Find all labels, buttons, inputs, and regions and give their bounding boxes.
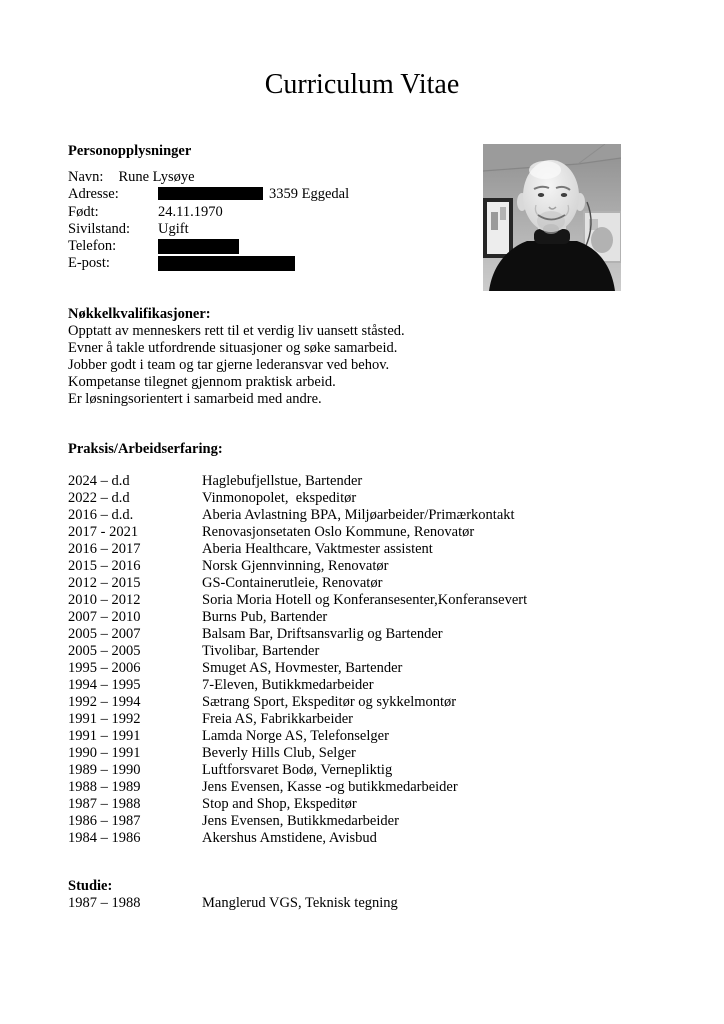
experience-description: Akershus Amstidene, Avisbud: [202, 830, 377, 846]
experience-period: 1984 – 1986: [68, 830, 141, 846]
field-label-address: Adresse:: [68, 186, 119, 203]
experience-description: Balsam Bar, Driftsansvarlig og Bartender: [202, 626, 443, 642]
experience-row: [68, 745, 527, 762]
experience-row: [68, 473, 527, 490]
experience-description: Jens Evensen, Kasse -og butikkmedarbeider: [202, 779, 458, 795]
experience-period: 2016 – 2017: [68, 541, 141, 557]
field-label-born: Født:: [68, 203, 99, 220]
photo-left-eye: [538, 193, 544, 197]
redaction-bar-phone: [158, 239, 239, 254]
experience-period: 2005 – 2005: [68, 643, 141, 659]
experience-row: [68, 507, 527, 524]
experience-period: 2010 – 2012: [68, 592, 141, 608]
experience-period: 2022 – d.d: [68, 490, 130, 506]
photo-right-eye: [561, 193, 567, 197]
experience-row: [68, 643, 527, 660]
personal-row-born: [68, 204, 349, 221]
field-value-address: 3359 Eggedal: [269, 186, 350, 203]
education-heading: Studie:: [68, 878, 113, 894]
photo-left-picture-frame: [485, 200, 511, 256]
qualifications-section: [68, 306, 405, 408]
qualification-line: Jobber godt i team og tar gjerne lederansvar ved behov.: [68, 357, 390, 373]
field-value-marital: Ugift: [158, 220, 189, 237]
experience-period: 2016 – d.d.: [68, 507, 134, 523]
experience-heading: Praksis/Arbeidserfaring:: [68, 441, 223, 457]
experience-row: [68, 813, 527, 830]
experience-description: Sætrang Sport, Ekspeditør og sykkelmontør: [202, 694, 457, 710]
experience-period: 1994 – 1995: [68, 677, 141, 693]
field-label-phone: Telefon:: [68, 238, 117, 255]
qualification-line: Opptatt av menneskers rett til et verdig liv uansett ståsted.: [68, 323, 405, 339]
redaction-bar-address: [158, 187, 263, 200]
experience-period: 1988 – 1989: [68, 779, 141, 795]
experience-row: [68, 728, 527, 745]
education-description: Manglerud VGS, Teknisk tegning: [202, 894, 398, 911]
personal-row-phone: [68, 238, 349, 255]
qualification-line: Er løsningsorientert i samarbeid med andre.: [68, 391, 322, 407]
experience-description: Aberia Avlastning BPA, Miljøarbeider/Primærkontakt: [202, 507, 515, 523]
experience-period: 2015 – 2016: [68, 558, 141, 574]
experience-row: [68, 541, 527, 558]
portrait-photo-graphic: [483, 144, 621, 291]
experience-row: [68, 762, 527, 779]
experience-description: 7-Eleven, Butikkmedarbeider: [202, 677, 374, 693]
experience-description: Lamda Norge AS, Telefonselger: [202, 728, 389, 744]
education-section: [68, 878, 398, 911]
experience-description: Beverly Hills Club, Selger: [202, 745, 356, 761]
experience-row: [68, 694, 527, 711]
experience-row: [68, 660, 527, 677]
experience-description: Soria Moria Hotell og Konferansesenter,Konferansevert: [202, 592, 528, 608]
experience-period: 2024 – d.d: [68, 473, 130, 489]
experience-description: Aberia Healthcare, Vaktmester assistent: [202, 541, 433, 557]
personal-row-marital: [68, 221, 349, 238]
experience-row: [68, 490, 527, 507]
experience-period: 1989 – 1990: [68, 762, 141, 778]
experience-description: Smuget AS, Hovmester, Bartender: [202, 660, 403, 676]
qualification-line: Evner å takle utfordrende situasjoner og søke samarbeid.: [68, 340, 398, 356]
field-value-born: 24.11.1970: [158, 203, 223, 220]
experience-period: 1991 – 1991: [68, 728, 141, 744]
experience-description: Norsk Gjennvinning, Renovatør: [202, 558, 389, 574]
experience-row: [68, 796, 527, 813]
experience-description: Stop and Shop, Ekspeditør: [202, 796, 357, 812]
qualification-line: Kompetanse tilegnet gjennom praktisk arbeid.: [68, 374, 336, 390]
page-title: Curriculum Vitae: [264, 69, 460, 100]
personal-section-heading: Personopplysninger: [68, 143, 192, 159]
experience-period: 1995 – 2006: [68, 660, 141, 676]
experience-period: 1992 – 1994: [68, 694, 141, 710]
experience-description: Jens Evensen, Butikkmedarbeider: [202, 813, 399, 829]
experience-list: [68, 473, 527, 847]
experience-period: 1987 – 1988: [68, 796, 141, 812]
experience-period: 2012 – 2015: [68, 575, 141, 591]
experience-period: 1991 – 1992: [68, 711, 141, 727]
experience-row: [68, 677, 527, 694]
qualifications-heading: Nøkkelkvalifikasjoner:: [68, 306, 211, 322]
personal-info: [68, 169, 349, 273]
redaction-bar-email: [158, 256, 295, 271]
experience-period: 1986 – 1987: [68, 813, 141, 829]
experience-description: Luftforsvaret Bodø, Vernepliktig: [202, 762, 393, 778]
field-label-marital: Sivilstand:: [68, 220, 131, 237]
experience-period: 2017 - 2021: [68, 524, 139, 540]
education-row: [68, 895, 398, 912]
experience-period: 2005 – 2007: [68, 626, 141, 642]
experience-row: [68, 592, 527, 609]
experience-description: Tivolibar, Bartender: [202, 643, 320, 659]
experience-description: Freia AS, Fabrikkarbeider: [202, 711, 354, 727]
experience-description: Haglebufjellstue, Bartender: [202, 473, 363, 489]
experience-period: 2007 – 2010: [68, 609, 141, 625]
personal-row-name: [68, 169, 349, 186]
experience-period: 1990 – 1991: [68, 745, 141, 761]
experience-row: [68, 830, 527, 847]
field-label-email: E-post:: [68, 255, 110, 272]
education-period: 1987 – 1988: [68, 894, 141, 911]
portrait-photo: [483, 144, 621, 291]
field-label-name: Navn:: [68, 169, 104, 185]
personal-row-address: [68, 186, 349, 203]
experience-description: Renovasjonsetaten Oslo Kommune, Renovatør: [202, 524, 475, 540]
experience-description: GS-Containerutleie, Renovatør: [202, 575, 383, 591]
experience-row: [68, 779, 527, 796]
experience-row: [68, 626, 527, 643]
experience-row: [68, 558, 527, 575]
field-value-name: Rune Lysøye: [118, 169, 195, 185]
experience-description: Burns Pub, Bartender: [202, 609, 328, 625]
experience-row: [68, 711, 527, 728]
experience-row: [68, 524, 527, 541]
experience-row: [68, 609, 527, 626]
personal-row-email: [68, 255, 349, 272]
experience-description: Vinmonopolet, ekspeditør: [202, 490, 357, 506]
experience-row: [68, 575, 527, 592]
